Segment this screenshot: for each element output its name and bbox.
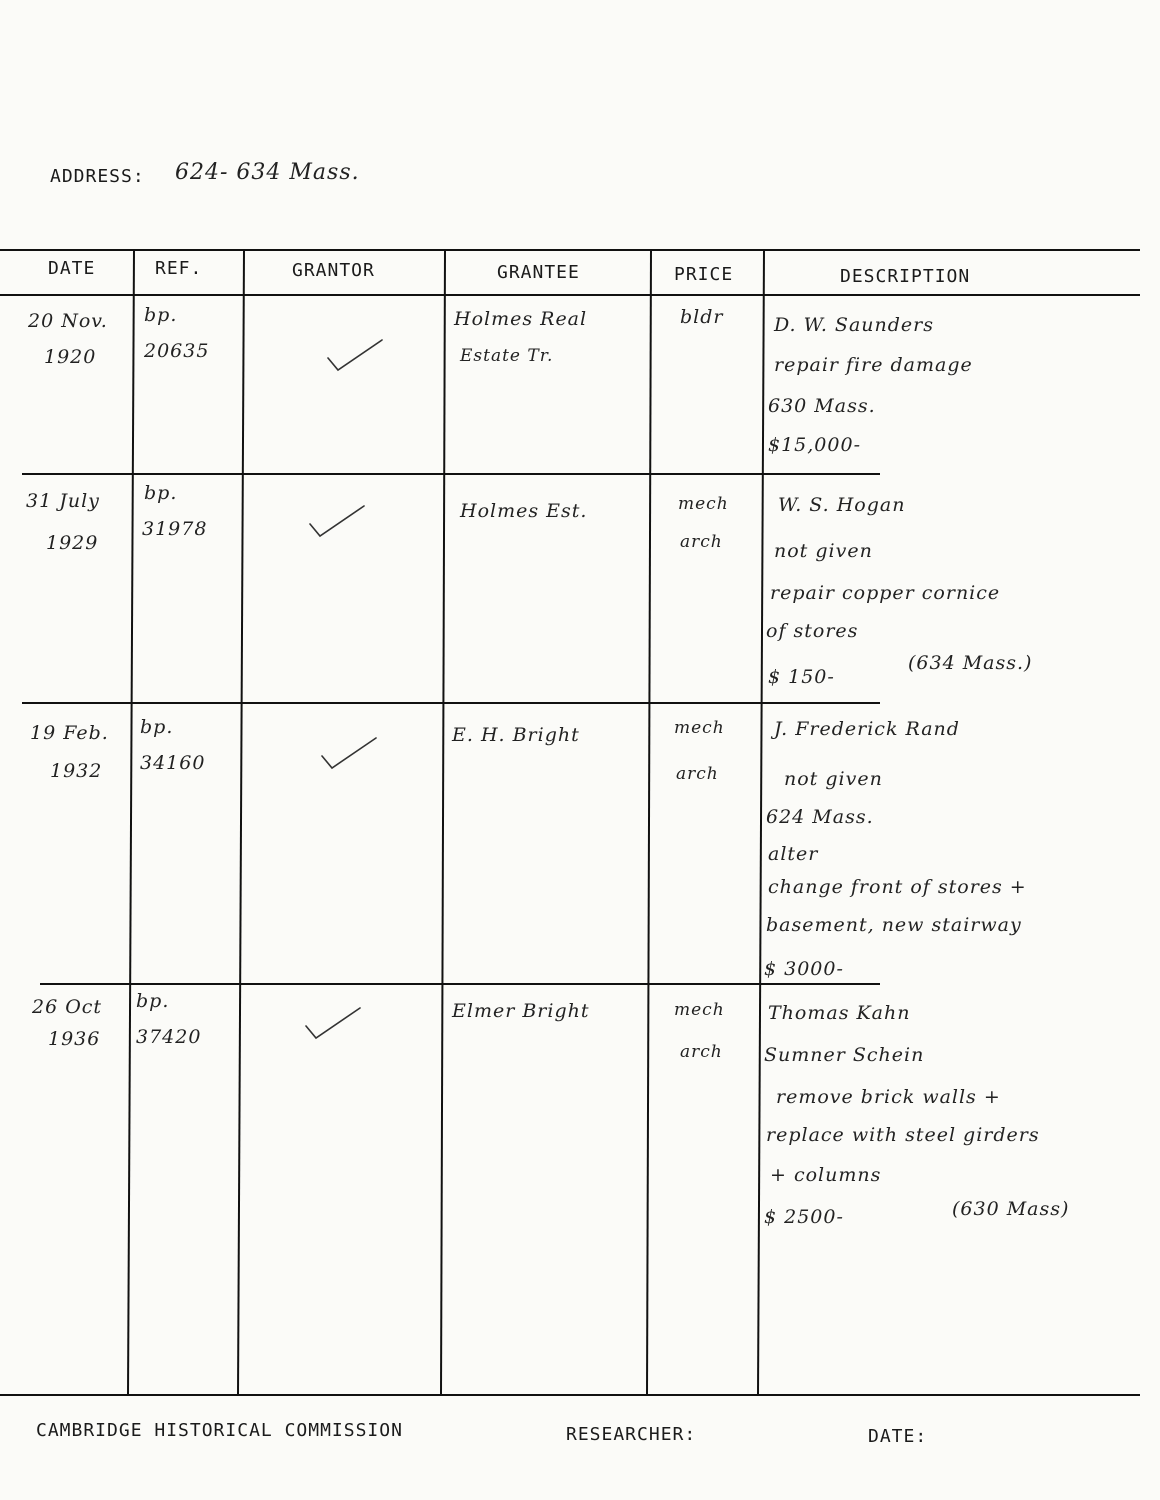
row-separator bbox=[22, 702, 880, 704]
footer-researcher-label: RESEARCHER: bbox=[566, 1424, 697, 1445]
column-divider bbox=[440, 249, 446, 1396]
price-line: mech bbox=[674, 1000, 725, 1020]
header-ref: REF. bbox=[155, 258, 203, 279]
description-line: basement, new stairway bbox=[766, 914, 1022, 936]
column-divider bbox=[646, 249, 652, 1396]
check-mark-icon bbox=[304, 1004, 364, 1044]
price-line: mech bbox=[678, 494, 729, 514]
header-bottom-rule bbox=[0, 294, 1140, 296]
header-description: DESCRIPTION bbox=[840, 266, 971, 287]
date-line: 26 Oct bbox=[32, 996, 103, 1018]
description-line: repair copper cornice bbox=[770, 582, 1001, 604]
description-line: $15,000- bbox=[768, 434, 861, 456]
ref-line: bp. bbox=[136, 990, 170, 1012]
header-date: DATE bbox=[48, 258, 96, 279]
footer-date-label: DATE: bbox=[868, 1426, 928, 1447]
description-line: not given bbox=[784, 768, 883, 790]
ref-line: 31978 bbox=[142, 518, 208, 540]
description-line: 630 Mass. bbox=[768, 395, 876, 417]
ref-line: bp. bbox=[144, 304, 178, 326]
table-bottom-rule bbox=[0, 1394, 1140, 1396]
description-line: W. S. Hogan bbox=[778, 494, 906, 516]
date-line: 20 Nov. bbox=[28, 310, 108, 332]
ref-line: 20635 bbox=[144, 340, 210, 362]
description-line: (630 Mass) bbox=[952, 1198, 1070, 1220]
date-line: 1929 bbox=[46, 532, 99, 554]
description-line: $ 3000- bbox=[764, 958, 844, 980]
date-line: 1932 bbox=[50, 760, 103, 782]
description-line: remove brick walls + bbox=[776, 1086, 1001, 1108]
header-top-rule bbox=[0, 249, 1140, 251]
grantee-line: E. H. Bright bbox=[452, 724, 580, 746]
ref-line: 34160 bbox=[140, 752, 206, 774]
description-line: of stores bbox=[766, 620, 859, 642]
grantee-line: Holmes Real bbox=[454, 308, 588, 330]
description-line: Sumner Schein bbox=[764, 1044, 925, 1066]
check-mark-icon bbox=[320, 734, 380, 774]
column-divider bbox=[127, 249, 135, 1396]
date-line: 19 Feb. bbox=[30, 722, 109, 744]
description-line: J. Frederick Rand bbox=[774, 718, 960, 740]
footer-commission: CAMBRIDGE HISTORICAL COMMISSION bbox=[36, 1420, 403, 1441]
address-value: 624- 634 Mass. bbox=[175, 160, 360, 185]
description-line: (634 Mass.) bbox=[908, 652, 1033, 674]
date-line: 1936 bbox=[48, 1028, 101, 1050]
description-line: $ 150- bbox=[768, 666, 835, 688]
description-line: 624 Mass. bbox=[766, 806, 874, 828]
price-line: arch bbox=[676, 764, 719, 784]
description-line: repair fire damage bbox=[774, 354, 973, 376]
ref-line: 37420 bbox=[136, 1026, 202, 1048]
price-line: mech bbox=[674, 718, 725, 738]
description-line: not given bbox=[774, 540, 873, 562]
ref-line: bp. bbox=[140, 716, 174, 738]
description-line: alter bbox=[768, 843, 819, 865]
grantee-line: Estate Tr. bbox=[460, 346, 554, 366]
description-line: $ 2500- bbox=[764, 1206, 844, 1228]
column-divider bbox=[237, 249, 245, 1396]
grantee-line: Elmer Bright bbox=[452, 1000, 590, 1022]
description-line: replace with steel girders bbox=[766, 1124, 1040, 1146]
row-separator bbox=[22, 473, 880, 475]
ref-line: bp. bbox=[144, 482, 178, 504]
address-label: ADDRESS: bbox=[50, 166, 145, 187]
description-line: Thomas Kahn bbox=[768, 1002, 911, 1024]
check-mark-icon bbox=[308, 502, 368, 542]
date-line: 31 July bbox=[26, 490, 100, 512]
price-line: bldr bbox=[680, 306, 724, 328]
grantee-line: Holmes Est. bbox=[460, 500, 588, 522]
description-line: change front of stores + bbox=[768, 876, 1027, 898]
price-line: arch bbox=[680, 532, 723, 552]
description-line: + columns bbox=[770, 1164, 882, 1186]
row-separator bbox=[40, 983, 880, 985]
description-line: D. W. Saunders bbox=[774, 314, 934, 336]
header-grantee: GRANTEE bbox=[497, 262, 580, 283]
header-price: PRICE bbox=[674, 264, 734, 285]
check-mark-icon bbox=[326, 336, 386, 376]
price-line: arch bbox=[680, 1042, 723, 1062]
header-grantor: GRANTOR bbox=[292, 260, 375, 281]
date-line: 1920 bbox=[44, 346, 97, 368]
